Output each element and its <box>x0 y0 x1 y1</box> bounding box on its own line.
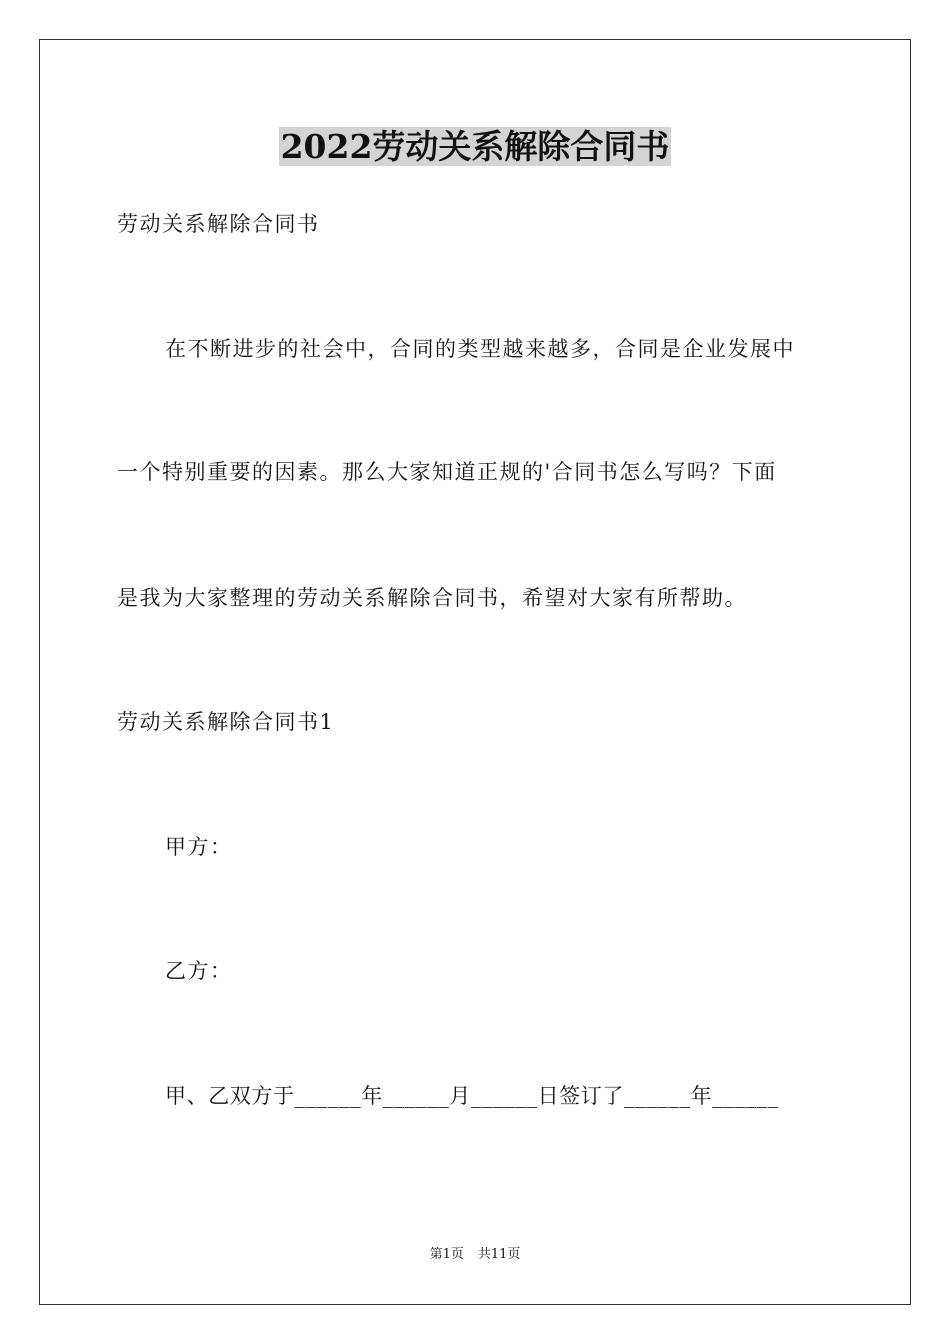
contract-date-line: 甲、乙双方于______年______月______日签订了______年______ <box>165 1084 779 1108</box>
document-title-text: 2022劳动关系解除合同书 <box>280 127 670 166</box>
page-number: 第1页 <box>429 1247 464 1262</box>
party-a-label: 甲方： <box>165 835 233 859</box>
document-title <box>0 124 950 170</box>
paragraph-line: 在不断进步的社会中，合同的类型越来越多，合同是企业发展中 <box>165 337 795 361</box>
section-heading: 劳动关系解除合同书1 <box>117 710 335 734</box>
page-total: 共11页 <box>477 1247 521 1262</box>
paragraph-line: 是我为大家整理的劳动关系解除合同书，希望对大家有所帮助。 <box>117 586 747 610</box>
section-heading: 劳动关系解除合同书 <box>117 212 320 236</box>
paragraph-line: 一个特别重要的因素。那么大家知道正规的'合同书怎么写吗？下面 <box>117 460 777 484</box>
page-footer <box>0 1246 950 1264</box>
party-b-label: 乙方： <box>165 959 233 983</box>
